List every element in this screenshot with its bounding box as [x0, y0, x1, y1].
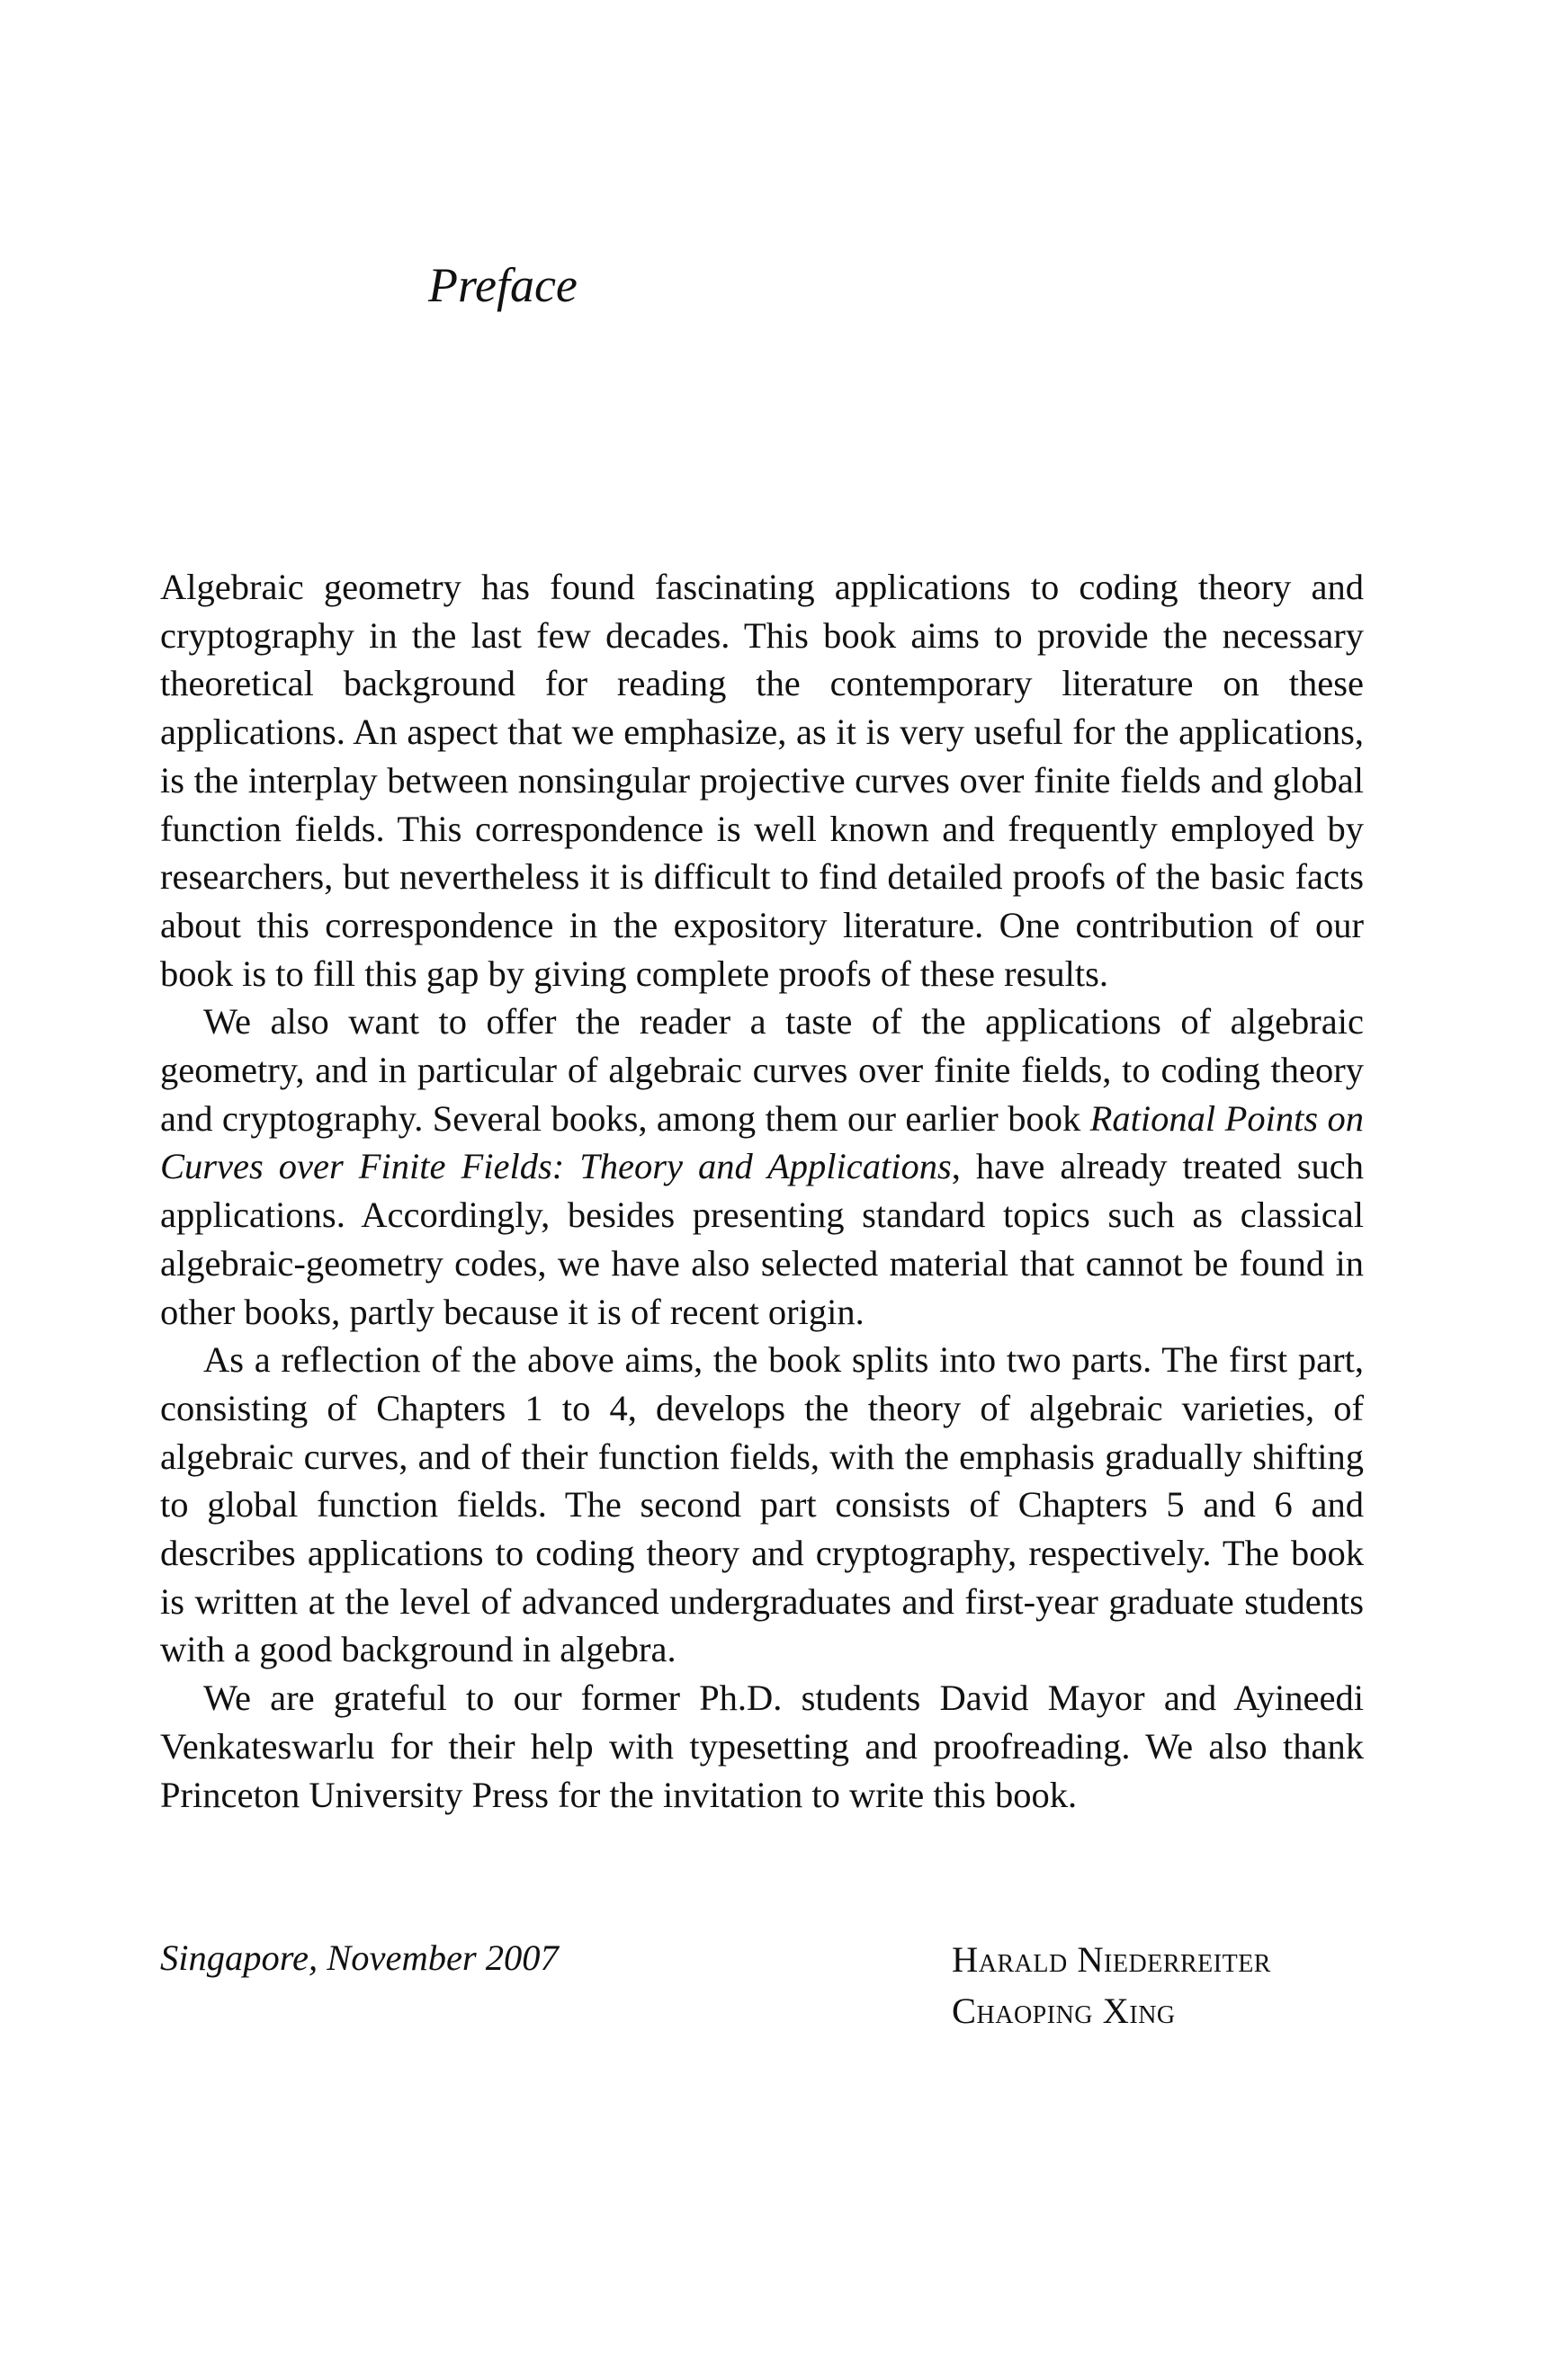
paragraph-4: We are grateful to our former Ph.D. students David Mayor and Ayineedi Venkateswarlu for their help with typesetting and proofreading. We also thank Princeton University Press for the invitation to write this book.: [160, 1678, 1364, 1815]
paragraph-3: As a reflection of the above aims, the book splits into two parts. The first part, consisting of Chapters 1 to 4, develops the theory of algebraic varieties, of algebraic curves, and of their function fields, with the emphasis gradually shifting to global function fields. The second part consists of Chapters 5 and 6 and describes applications to coding theory and cryptography, respectively. The book is written at the level of advanced undergraduates and first-year graduate students with a good background in algebra.: [160, 1339, 1364, 1670]
book-title-reference: Rational Points on Curves over Finite Fields: Theory and Applications: [160, 1097, 1365, 1187]
paragraph-2-text-before: We also want to offer the reader a taste of the applications of algebraic geometry, and in particular of algebraic curves over finite fields, to coding theory and cryptography. Several books, among them our earlier book: [160, 1001, 1364, 1139]
page-title: Preface: [428, 258, 578, 312]
place-date: Singapore, November 2007: [160, 1937, 559, 1978]
paragraph-2-text-after: , have already treated such applications. Accordingly, besides presenting standard topics such as classical algebraic-geometry codes, we have also selected material that cannot be found in other books, partly because it is of recent origin.: [160, 1146, 1364, 1332]
author-signatures: [952, 1934, 1271, 2036]
author-name: Harald Niederreiter: [952, 1939, 1271, 1980]
paragraph-1: Algebraic geometry has found fascinating applications to coding theory and cryptography in the last few decades. This book aims to provide the necessary theoretical background for reading the contemporary literature on these applications. An aspect that we emphasize, as it is very useful for the applications, is the interplay between nonsingular projective curves over finite fields and global function fields. This correspondence is well known and frequently employed by researchers, but nevertheless it is difficult to find detailed proofs of the basic facts about this correspondence in the expository literature. One contribution of our book is to fill this gap by giving complete proofs of these results.: [160, 567, 1364, 994]
preface-body: [160, 563, 1364, 1819]
author-name: Chaoping Xing: [952, 1991, 1176, 2031]
paragraph-2: [160, 998, 1364, 1336]
